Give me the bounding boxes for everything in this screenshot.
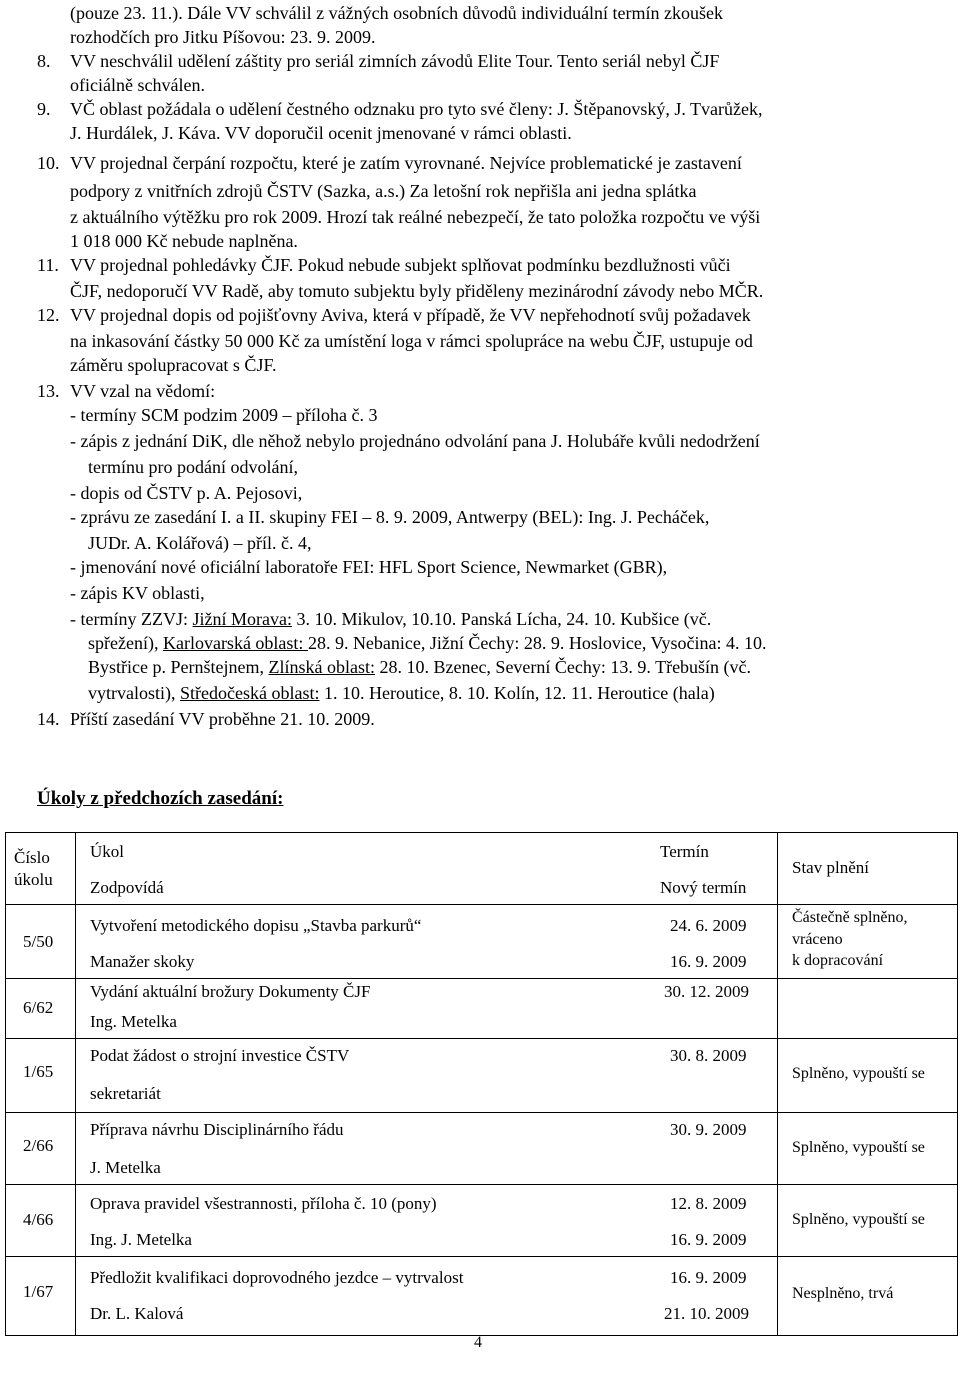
text-line: VV projednal pohledávky ČJF. Pokud nebude subjekt splňovat podmínku bezdlužnosti vůči <box>70 255 731 275</box>
task-description: Podat žádost o strojní investice ČSTV <box>90 1046 350 1065</box>
task-responsible: Ing. J. Metelka <box>90 1230 192 1249</box>
item-number: 9. <box>37 99 51 119</box>
section-heading: Úkoly z předchozích zasedání: <box>37 788 284 809</box>
bullet-line: Bystřice p. Pernštejnem, Zlínská oblast: 28. 10. Bzenec, Severní Čechy: 13. 9. Třebušín (vč. <box>88 657 752 677</box>
task-deadline: 16. 9. 2009 <box>670 1268 747 1287</box>
task-number: 4/66 <box>23 1210 54 1229</box>
text-line: podpory z vnitřních zdrojů ČSTV (Sazka, a.s.) Za letošní rok nepřišla ani jedna splátka <box>70 181 697 201</box>
text-line: VV neschválil udělení záštity pro seriál zimních závodů Elite Tour. Tento seriál nebyl ČJF <box>70 51 720 71</box>
item-number: 14. <box>37 709 60 729</box>
header-ukolu: úkolu <box>14 870 53 889</box>
text-line: ČJF, nedoporučí VV Radě, aby tomuto subjektu byly přiděleny mezinárodní závody nebo MČR. <box>70 281 764 301</box>
item-number: 10. <box>37 153 60 173</box>
task-deadline: 24. 6. 2009 <box>670 916 747 935</box>
item-number: 11. <box>37 255 59 275</box>
text-line: záměru spolupracovat s ČJF. <box>70 355 277 375</box>
text-line: VČ oblast požádala o udělení čestného odznaku pro tyto své členy: J. Štěpanovský, J. Tvarůžek, <box>70 99 763 119</box>
task-description: Příprava návrhu Disciplinárního řádu <box>90 1120 344 1139</box>
task-status: Splněno, vypouští se <box>792 1139 925 1156</box>
bullet-line: - zápis z jednání DiK, dle něhož nebylo projednáno odvolání pana J. Holubáře kvůli nedodržení <box>70 431 760 451</box>
task-number: 1/65 <box>23 1062 54 1081</box>
task-status: k dopracování <box>792 952 884 969</box>
bullet-line: - termíny SCM podzim 2009 – příloha č. 3 <box>70 405 378 425</box>
task-description: Předložit kvalifikaci doprovodného jezdce – vytrvalost <box>90 1268 464 1287</box>
text-line: z aktuálního výtěžku pro rok 2009. Hrozí tak reálné nebezpečí, že tato položka rozpočtu ve výši <box>70 207 761 227</box>
task-deadline: 30. 9. 2009 <box>670 1120 747 1139</box>
bullet-line: - zprávu ze zasedání I. a II. skupiny FEI – 8. 9. 2009, Antwerpy (BEL): Ing. J. Pecháček, <box>70 507 710 527</box>
table-col-cislo <box>5 832 76 1336</box>
bullet-line: - termíny ZZVJ: Jižní Morava: 3. 10. Mikulov, 10.10. Panská Lícha, 24. 10. Kubšice (vč. <box>70 609 712 629</box>
task-description: Vytvoření metodického dopisu „Stavba parkurů“ <box>90 916 422 935</box>
task-new-deadline: 21. 10. 2009 <box>664 1304 749 1323</box>
task-responsible: J. Metelka <box>90 1158 161 1177</box>
task-number: 2/66 <box>23 1136 54 1155</box>
task-status: Splněno, vypouští se <box>792 1211 925 1228</box>
bullet-line: - jmenování nové oficiální laboratoře FEI: HFL Sport Science, Newmarket (GBR), <box>70 557 668 577</box>
text-line: 1 018 000 Kč nebude naplněna. <box>70 231 298 251</box>
bullet-line: spřežení), Karlovarská oblast: 28. 9. Nebanice, Jižní Čechy: 28. 9. Hoslovice, Vysočina: 4. 10. <box>88 633 767 653</box>
header-termin: Termín <box>660 842 709 861</box>
task-status: Částečně splněno, <box>792 909 908 926</box>
task-number: 5/50 <box>23 932 54 951</box>
task-responsible: Dr. L. Kalová <box>90 1304 184 1323</box>
task-status: Nesplněno, trvá <box>792 1285 894 1302</box>
task-number: 6/62 <box>23 998 54 1017</box>
task-new-deadline: 16. 9. 2009 <box>670 952 747 971</box>
task-status: vráceno <box>792 931 843 948</box>
header-cislo: Číslo <box>14 848 50 867</box>
task-deadline: 30. 12. 2009 <box>664 982 749 1001</box>
item-number: 13. <box>37 381 60 401</box>
task-new-deadline: 16. 9. 2009 <box>670 1230 747 1249</box>
task-responsible: sekretariát <box>90 1084 161 1103</box>
text-line: VV projednal dopis od pojišťovny Aviva, která v případě, že VV nepřehodnotí svůj požadavek <box>70 305 751 325</box>
bullet-line: - dopis od ČSTV p. A. Pejosovi, <box>70 483 303 503</box>
task-responsible: Manažer skoky <box>90 952 195 971</box>
bullet-line: termínu pro podání odvolání, <box>88 457 298 477</box>
text-line: na inkasování částky 50 000 Kč za umístění loga v rámci spolupráce na webu ČJF, ustupuje od <box>70 331 753 351</box>
bullet-line: - zápis KV oblasti, <box>70 583 205 603</box>
bullet-line: JUDr. A. Kolářová) – příl. č. 4, <box>88 533 312 553</box>
task-description: Oprava pravidel všestrannosti, příloha č. 10 (pony) <box>90 1194 437 1213</box>
header-stav: Stav plnění <box>792 858 869 877</box>
task-deadline: 30. 8. 2009 <box>670 1046 747 1065</box>
text-line: rozhodčích pro Jitku Píšovou: 23. 9. 2009. <box>70 27 376 47</box>
text-line: (pouze 23. 11.). Dále VV schválil z vážných osobních důvodů individuální termín zkoušek <box>70 3 724 23</box>
page-number: 4 <box>474 1334 482 1351</box>
item-number: 12. <box>37 305 60 325</box>
task-responsible: Ing. Metelka <box>90 1012 177 1031</box>
text-line: oficiálně schválen. <box>70 75 205 95</box>
task-number: 1/67 <box>23 1282 54 1301</box>
text-line: J. Hurdálek, J. Káva. VV doporučil ocenit jmenované v rámci oblasti. <box>70 123 572 143</box>
bullet-line: vytrvalosti), Středočeská oblast: 1. 10. Heroutice, 8. 10. Kolín, 12. 11. Heroutice (hala) <box>88 683 715 703</box>
header-ukol: Úkol <box>90 842 124 861</box>
text-line: VV projednal čerpání rozpočtu, které je zatím vyrovnané. Nejvíce problematické je zastavení <box>70 153 742 173</box>
header-zodpovida: Zodpovídá <box>90 878 164 897</box>
header-novy-termin: Nový termín <box>660 878 747 897</box>
text-line: VV vzal na vědomí: <box>70 381 216 401</box>
item-number: 8. <box>37 51 51 71</box>
table-col-ukol <box>75 832 778 1336</box>
text-line: Příští zasedání VV proběhne 21. 10. 2009. <box>70 709 375 729</box>
task-status: Splněno, vypouští se <box>792 1065 925 1082</box>
task-description: Vydání aktuální brožury Dokumenty ČJF <box>90 982 371 1001</box>
task-deadline: 12. 8. 2009 <box>670 1194 747 1213</box>
